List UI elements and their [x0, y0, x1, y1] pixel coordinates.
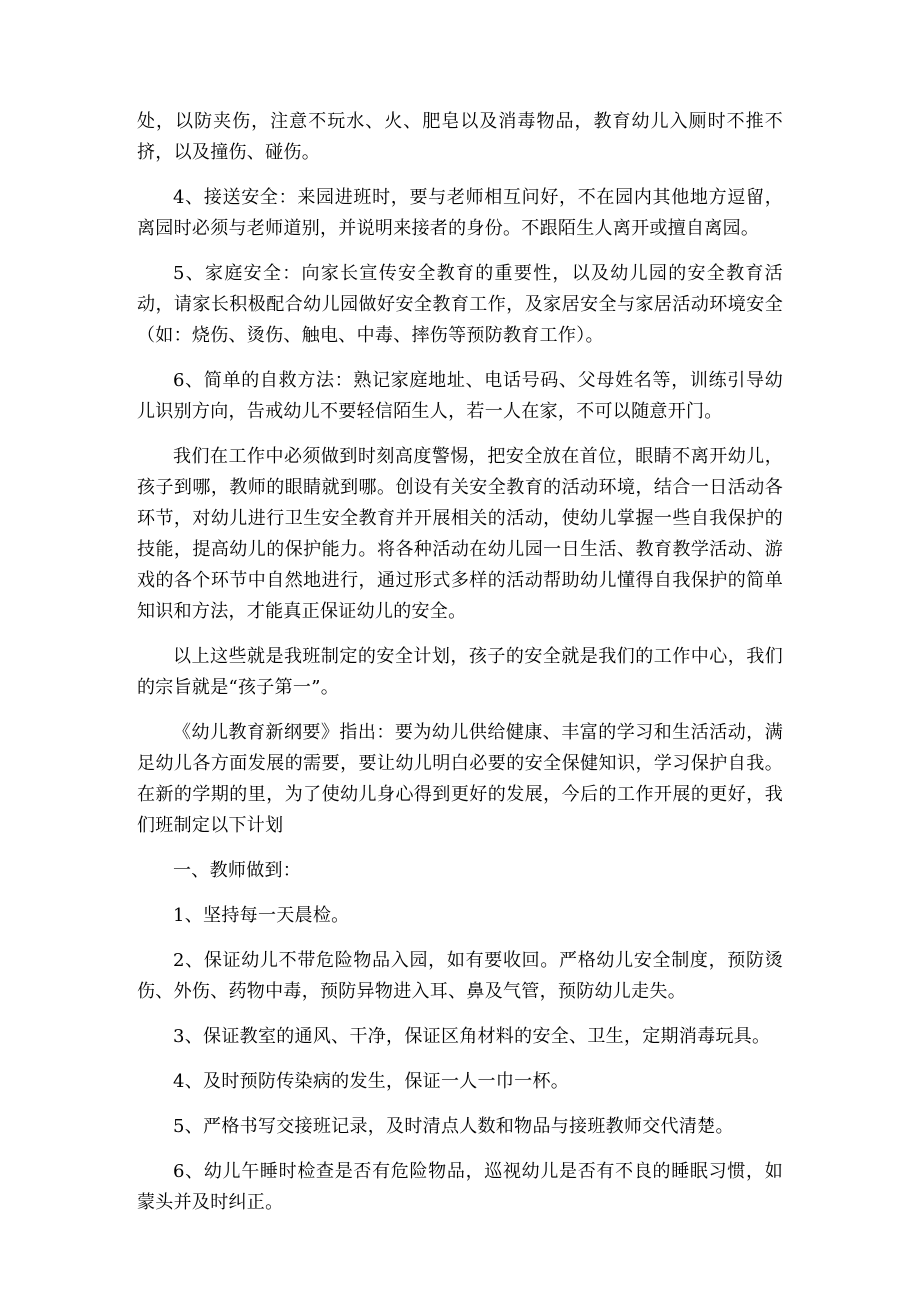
paragraph-guideline: 《幼儿教育新纲要》指出：要为幼儿供给健康、丰富的学习和生活活动，满足幼儿各方面发展的需要，要让幼儿明白必要的安全保健知识，学习保护自我。在新的学期的里，为了使幼儿身心得到更好的发展，今后的工作开展的更好，我们班制定以下计划 [137, 722, 783, 836]
paragraph-continuation: 处，以防夹伤，注意不玩水、火、肥皂以及消毒物品，教育幼儿入厕时不推不挤，以及撞伤、碰伤。 [137, 111, 783, 163]
paragraph-vigilance: 我们在工作中必须做到时刻高度警惕，把安全放在首位，眼睛不离开幼儿，孩子到哪，教师的眼睛就到哪。创设有关安全教育的活动环境，结合一日活动各环节，对幼儿进行卫生安全教育并开展相关的活动，使幼儿掌握一些自我保护的技能，提高幼儿的保护能力。将各种活动在幼儿园一日生活、教育教学活动、游戏的各个环节中自然地进行，通过形式多样的活动帮助幼儿懂得自我保护的简单知识和方法，才能真正保证幼儿的安全。 [137, 446, 783, 622]
list-item-dangerous-items: 2、保证幼儿不带危险物品入园，如有要收回。严格幼儿安全制度，预防烫伤、外伤、药物中毒，预防异物进入耳、鼻及气管，预防幼儿走失。 [137, 950, 783, 1002]
paragraph-self-rescue: 6、简单的自救方法：熟记家庭地址、电话号码、父母姓名等，训练引导幼儿识别方向，告戒幼儿不要轻信陌生人，若一人在家，不可以随意开门。 [137, 370, 783, 422]
paragraph-summary: 以上这些就是我班制定的安全计划，孩子的安全就是我们的工作中心，我们的宗旨就是“孩子第一”。 [137, 646, 783, 698]
list-item-nap-check: 6、幼儿午睡时检查是否有危险物品，巡视幼儿是否有不良的睡眠习惯，如蒙头并及时纠正。 [137, 1161, 783, 1213]
paragraph-pickup-safety: 4、接送安全：来园进班时，要与老师相互问好，不在园内其他地方逗留，离园时必须与老师道别，并说明来接者的身份。不跟陌生人离开或擅自离园。 [137, 187, 783, 239]
document-body [137, 106, 783, 1232]
section-heading-teachers: 一、教师做到： [173, 860, 302, 881]
list-item-handover-records: 5、严格书写交接班记录，及时清点人数和物品与接班教师交代清楚。 [173, 1116, 734, 1137]
paragraph-family-safety: 5、家庭安全：向家长宣传安全教育的重要性，以及幼儿园的安全教育活动，请家长积极配合幼儿园做好安全教育工作，及家居安全与家居活动环境安全（如：烧伤、烫伤、触电、中毒、摔伤等预防教育工作）。 [137, 263, 783, 346]
list-item-morning-check: 1、坚持每一天晨检。 [173, 905, 350, 926]
list-item-classroom-hygiene: 3、保证教室的通风、干净，保证区角材料的安全、卫生，定期消毒玩具。 [173, 1026, 771, 1047]
list-item-disease-prevention: 4、及时预防传染病的发生，保证一人一巾一杯。 [173, 1071, 570, 1092]
